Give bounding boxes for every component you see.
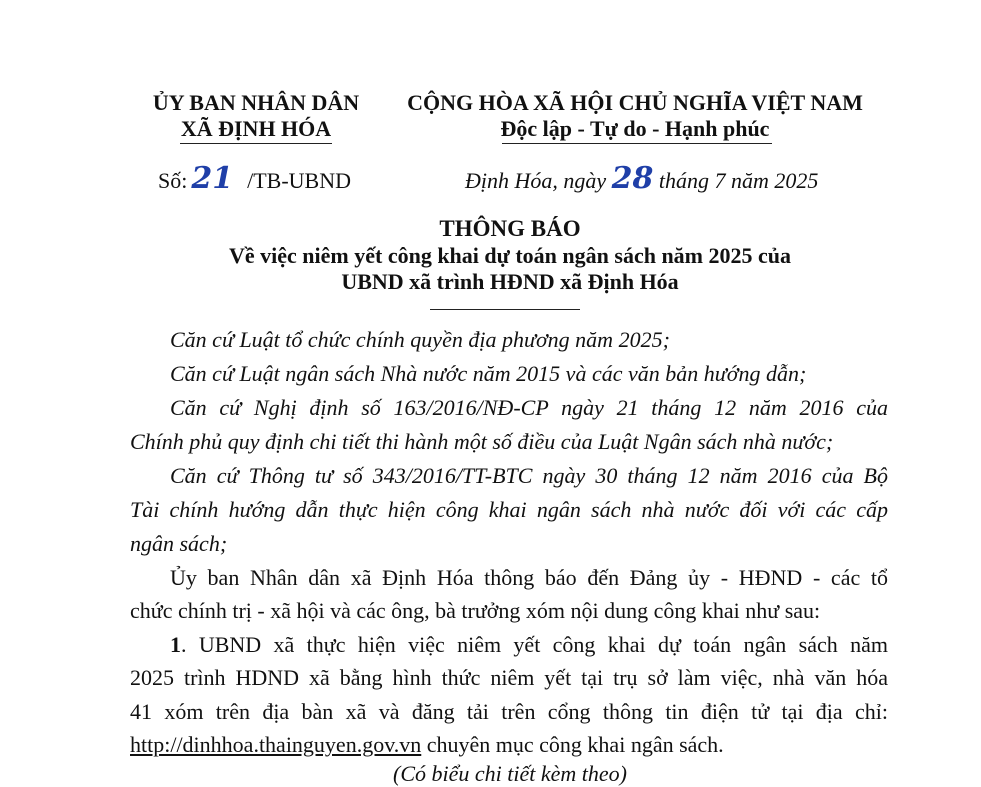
title-rule [430, 309, 580, 310]
item1-line3: 41 xóm trên địa bàn xã và đăng tải trên cổng thông tin điện tử tại địa chỉ: [130, 699, 888, 724]
date-prefix: Định Hóa, ngày [465, 168, 607, 193]
intro-line2: chức chính trị - xã hội và các ông, bà trưởng xóm nội dung công khai như sau: [130, 598, 821, 623]
document-number [158, 161, 351, 196]
date-suffix: tháng 7 năm 2025 [658, 168, 819, 193]
number-suffix: /TB-UBND [247, 168, 351, 193]
item-number: 1 [170, 632, 181, 657]
header-right-rule [502, 143, 772, 144]
document-title: THÔNG BÁO [439, 216, 581, 241]
document-subject-line1: Về việc niêm yết công khai dự toán ngân sách năm 2025 của [229, 243, 791, 268]
legal-basis-3-line2: Chính phủ quy định chi tiết thi hành một số điều của Luật Ngân sách nhà nước; [130, 429, 834, 454]
handwritten-number: 21 [191, 161, 234, 196]
legal-basis-4-line2: Tài chính hướng dẫn thực hiện công khai ngân sách nhà nước đối với các cấp [130, 497, 888, 522]
item1-line4 [130, 732, 724, 758]
item1-line4-text: chuyên mục công khai ngân sách. [421, 732, 724, 757]
legal-basis-4-line3: ngân sách; [130, 531, 228, 556]
handwritten-day: 28 [611, 161, 654, 196]
portal-link[interactable]: http://dinhhoa.thainguyen.gov.vn [130, 732, 422, 757]
item1-text: . UBND xã thực hiện việc niêm yết công khai dự toán ngân sách năm [181, 632, 888, 657]
document-subject-line2: UBND xã trình HĐND xã Định Hóa [341, 269, 679, 294]
legal-basis-3-line1: Căn cứ Nghị định số 163/2016/NĐ-CP ngày 21 tháng 12 năm 2016 của [170, 395, 888, 420]
national-title: CỘNG HÒA XÃ HỘI CHỦ NGHĨA VIỆT NAM [407, 90, 863, 115]
legal-basis-1: Căn cứ Luật tổ chức chính quyền địa phương năm 2025; [170, 327, 670, 352]
legal-basis-4-line1: Căn cứ Thông tư số 343/2016/TT-BTC ngày 30 tháng 12 năm 2016 của Bộ [170, 463, 888, 488]
document-date [465, 161, 819, 196]
item1-line1 [170, 632, 888, 658]
legal-basis-2: Căn cứ Luật ngân sách Nhà nước năm 2015 và các văn bản hướng dẫn; [170, 361, 807, 386]
number-label: Số: [158, 168, 188, 193]
agency-name: ỦY BAN NHÂN DÂN [152, 90, 360, 115]
item1-line2: 2025 trình HDND xã bằng hình thức niêm yết tại trụ sở làm việc, nhà văn hóa [130, 665, 888, 690]
header-left-rule [180, 143, 332, 144]
attachment-note: (Có biểu chi tiết kèm theo) [393, 761, 627, 786]
national-motto: Độc lập - Tự do - Hạnh phúc [500, 116, 770, 141]
intro-line1: Ủy ban Nhân dân xã Định Hóa thông báo đến Đảng ủy - HĐND - các tổ [170, 565, 888, 590]
commune-name: XÃ ĐỊNH HÓA [180, 116, 332, 141]
